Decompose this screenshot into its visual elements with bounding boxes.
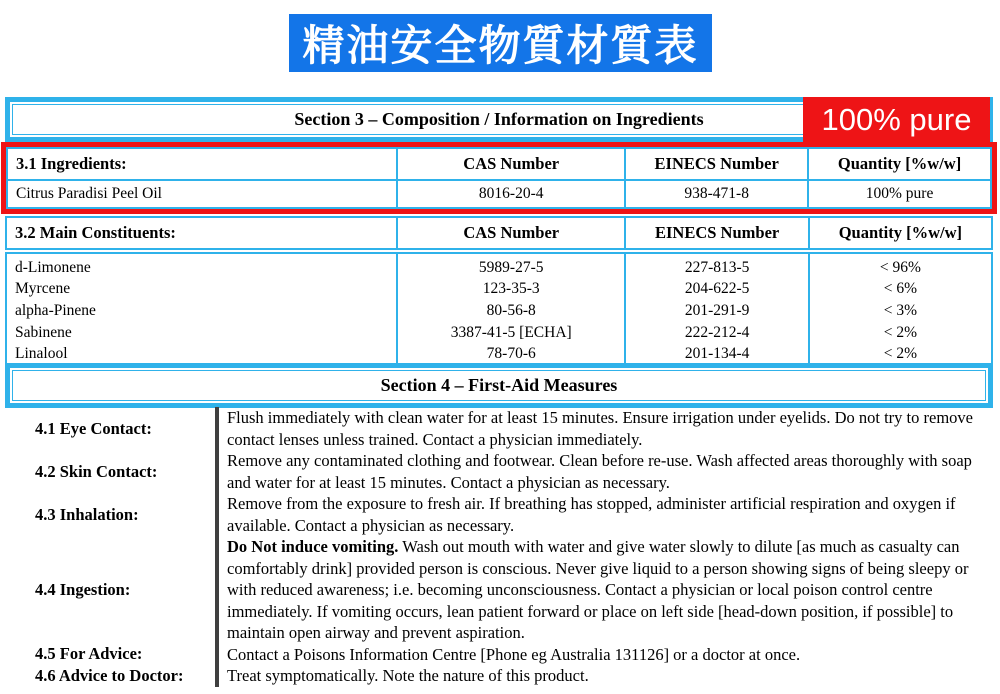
constituents-header-label: 3.2 Main Constituents: — [6, 217, 397, 249]
constituents-einecs-header: EINECS Number — [625, 217, 808, 249]
constituent-row — [6, 300, 992, 322]
section4-header-box — [5, 363, 993, 408]
ingredient-name: Citrus Paradisi Peel Oil — [7, 180, 397, 208]
ingredients-highlight-box — [1, 142, 997, 214]
ingredient-row — [7, 180, 991, 208]
first-aid-row-skin-contact — [5, 450, 998, 493]
quantity-header: Quantity [%w/w] — [808, 148, 991, 180]
section4-header-title: Section 4 – First-Aid Measures — [12, 370, 986, 401]
first-aid-label: 4.2 Skin Contact: — [35, 461, 158, 481]
first-aid-text: Remove from the exposure to fresh air. If breathing has stopped, administer artificial respiration and oxygen if available. Contact a physician as necessary. — [215, 493, 998, 536]
constituent-quantity: < 6% — [809, 279, 992, 301]
constituent-cas: 5989-27-5 — [397, 253, 626, 279]
constituent-einecs: 204-622-5 — [625, 279, 808, 301]
ingredient-quantity: 100% pure — [808, 180, 991, 208]
first-aid-label: 4.6 Advice to Doctor: — [35, 665, 184, 685]
purity-badge-label: 100% pure — [821, 102, 972, 137]
first-aid-text: Treat symptomatically. Note the nature of this product. — [215, 665, 998, 687]
constituent-name: alpha-Pinene — [6, 300, 397, 322]
constituent-einecs: 201-134-4 — [625, 343, 808, 369]
einecs-number-header: EINECS Number — [625, 148, 808, 180]
constituent-einecs: 201-291-9 — [625, 300, 808, 322]
constituents-header-table — [5, 216, 993, 250]
constituent-name: Linalool — [6, 343, 397, 369]
first-aid-row-inhalation — [5, 493, 998, 536]
constituents-table — [5, 252, 993, 370]
page-title: 精油安全物質材質表 — [302, 22, 699, 69]
first-aid-label: 4.1 Eye Contact: — [35, 418, 152, 438]
constituent-quantity: < 96% — [809, 253, 992, 279]
constituents-quantity-header: Quantity [%w/w] — [809, 217, 992, 249]
constituent-row — [6, 322, 992, 344]
constituents-cas-header: CAS Number — [397, 217, 626, 249]
first-aid-row-eye-contact — [5, 407, 998, 450]
constituent-cas: 78-70-6 — [397, 343, 626, 369]
first-aid-row-for-advice — [5, 644, 998, 666]
constituent-einecs: 227-813-5 — [625, 253, 808, 279]
constituent-cas: 123-35-3 — [397, 279, 626, 301]
first-aid-text — [215, 536, 998, 644]
first-aid-text: Flush immediately with clean water for at least 15 minutes. Ensure irrigation under eyelids. Do not try to remove contact lenses unless trained. Contact a physician immediately. — [215, 407, 998, 450]
first-aid-text-bold-lead: Do Not induce vomiting. — [227, 537, 399, 556]
purity-badge — [803, 97, 990, 143]
constituent-row — [6, 253, 992, 279]
constituent-cas: 80-56-8 — [397, 300, 626, 322]
section3-header-title: Section 3 – Composition / Information on Ingredients — [12, 104, 986, 135]
constituent-quantity: < 3% — [809, 300, 992, 322]
ingredients-table — [6, 147, 992, 209]
ingredient-cas: 8016-20-4 — [397, 180, 625, 208]
ingredients-header-label: 3.1 Ingredients: — [7, 148, 397, 180]
first-aid-text: Remove any contaminated clothing and footwear. Clean before re-use. Wash affected areas thoroughly with soap and water for at least 15 minutes. Contact a physician as necessary. — [215, 450, 998, 493]
constituents-header-row — [6, 217, 992, 249]
constituent-row — [6, 279, 992, 301]
section4-block — [5, 363, 993, 408]
first-aid-label: 4.5 For Advice: — [35, 644, 143, 664]
first-aid-label: 4.4 Ingestion: — [35, 579, 131, 599]
first-aid-label: 4.3 Inhalation: — [35, 504, 139, 524]
constituent-einecs: 222-212-4 — [625, 322, 808, 344]
first-aid-text-body: Wash out mouth with water and give water slowly to dilute [as much as casualty can comfortably drink] provided person is conscious. Never give liquid to a person showing signs of being sleepy or with reduced awareness; i.e. becoming unconsciousness. Contact a physician or local poison control centre immediately. If vomiting occurs, lean patient forward or place on left side [head-down position, if possible] to maintain open airway and prevent aspiration. — [227, 537, 969, 642]
first-aid-row-advice-to-doctor — [5, 665, 998, 687]
ingredient-einecs: 938-471-8 — [625, 180, 808, 208]
first-aid-measures — [5, 407, 998, 687]
constituent-name: Myrcene — [6, 279, 397, 301]
first-aid-text: Contact a Poisons Information Centre [Phone eg Australia 131126] or a doctor at once. — [215, 644, 998, 666]
constituent-quantity: < 2% — [809, 343, 992, 369]
cas-number-header: CAS Number — [397, 148, 625, 180]
constituent-name: Sabinene — [6, 322, 397, 344]
first-aid-row-ingestion — [5, 536, 998, 644]
page-title-banner — [289, 14, 712, 72]
ingredients-header-row — [7, 148, 991, 180]
constituent-name: d-Limonene — [6, 253, 397, 279]
constituent-quantity: < 2% — [809, 322, 992, 344]
constituent-cas: 3387-41-5 [ECHA] — [397, 322, 626, 344]
